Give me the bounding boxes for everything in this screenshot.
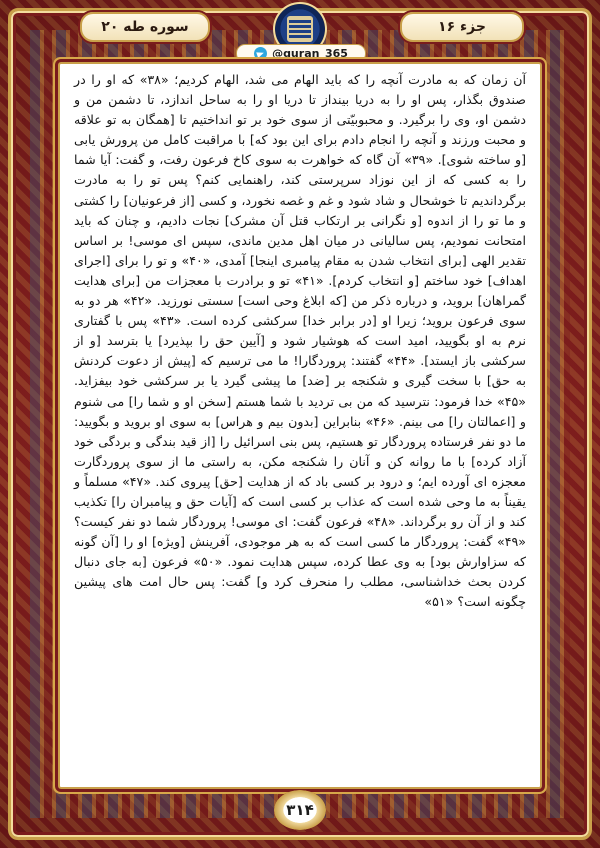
text-line: هستیم، پس بنی اسرائیل را [از قید بندگی و بردگی خود آزاد کرده] با [74, 433, 526, 469]
text-line: آن زمان که به مادرت آنچه را که باید الهام می شد، الهام کردیم؛ [174, 72, 526, 87]
text-line: کنم؟ پس تو را به مادرت برگرداندیم تا خوشحال و شاد شود و غم و [74, 172, 526, 208]
text-line: گفتاری نرم به او بگویید، امید است که هوشیار شود و [آیین حق را [74, 313, 526, 349]
text-line: غصه نخورد، و کسی [از فرعونیان] را کشتی و ما تو را از اندوه [و نگرانی [74, 192, 526, 228]
text-line: گفت: پروردگار ما کسی است که به هر موجودی، آفرینش [ویژه] [152, 534, 493, 550]
translation-paragraph [74, 70, 526, 613]
text-line: ذکر من [که ابلاغ وحی است] سستی نورزید. «۴۲» هر دو به سوی [74, 293, 526, 329]
telegram-icon [254, 47, 267, 60]
text-line: [و ساخته شوی]. «۳۹» آن گاه که خواهرت به سوی کاخ فرعون رفت، [159, 152, 526, 168]
text-line: «۳۸» که او را در صندوق بگذار، پس او را به دریا بینداز تا دریا او را [74, 72, 526, 108]
page-number: ۳۱۴ [274, 790, 326, 830]
text-line: از سوی خود بر تو انداختیم تا [همگان به تو علاقه و محبت ورزند و [74, 112, 526, 148]
text-line: نمودیم، پس سالیانی در میان اهل مدین ماندی، سپس ای موسی! بر [112, 232, 479, 248]
text-line: فرعون بروید؛ زیرا او [در برابر خدا] سرکشی کرده است. «۴۳» پس با [115, 313, 494, 329]
text-line: را] می شنوم و [اعمالتان را] می بینم. «۴۶» بنابراین [بدون بیم و [74, 393, 526, 429]
text-line: «۴۸» فرعون گفت: ای موسی! پروردگار شما دو نفر کیست؟ «۴۹» [74, 514, 526, 550]
text-line: منحرف کرد و] گفت: پس حال امت های پیشین چگونه است؟ «۵۱» [74, 574, 526, 610]
text-line: ما روانه کن و آنان را شکنجه مکن، به راستی ما از سوی پروردگارت [74, 453, 452, 469]
text-line: شکنجه بر [ضد] ما پیشی گیرد یا بر سرکشی خود بیفزاید. «۴۵» [74, 373, 526, 409]
text-line: و گفت: آیا شما را به کسی که از این نوزاد سرپرستی کند، راهنمایی [74, 152, 526, 188]
text-line: بپذیرد] یا بترسد [و از سرکشی باز ایستد]. «۴۴» گفتند: پروردگارا! ما [74, 333, 526, 369]
channel-handle[interactable]: @quran_365 [272, 47, 348, 60]
text-line: خدا فرمود: نترسید که من بی تردید با شما هستم [سخن او و شما [147, 393, 493, 409]
translation-text-panel [58, 62, 542, 789]
text-line: کند. «۴۷» مسلماً و یقیناً به ما وحی شده است که عذاب بر کسی [74, 473, 526, 509]
text-line: است که [آیات حق و پیامبران را] تکذیب کند و از آن رو برگرداند. [74, 493, 526, 530]
text-line: او را [آن گونه که سزاوارش بود] به وی عطا کرده، سپس هدایت [74, 534, 526, 570]
text-line: آنچه را انجام دادم برای این بود که] با مراقبت کامل من پرورش یابی [74, 132, 437, 148]
juz-label: جزء ۱۶ [400, 12, 524, 42]
page-header [0, 0, 600, 62]
text-line: اساس تقدیر الهی [برای انتخاب شدن به مقام پیامبری اینجا] آمدی، [74, 232, 526, 268]
text-line: معجزه ای آورده ایم؛ و درود بر کسی باد که از هدایت [حق] پیروی [180, 473, 526, 489]
text-line: «۴۰» و تو را برای [اجرای اهداف] خود ساختم [و انتخاب کردم]. «۴۱» [74, 252, 526, 288]
sura-label: سوره طه ۲۰ [80, 12, 210, 42]
text-line: نمود. «۵۰» فرعون [به جای دنبال کردن بحث خداشناسی، مطلب را [74, 554, 526, 590]
text-line: می ترسیم که [پیش از دعوت کردنش به حق] با سخت گیری و [74, 353, 526, 389]
channel-badge[interactable] [236, 44, 366, 63]
text-line: بر ارتکاب قتل آن مشرک] نجات دادیم، و چنان که باید امتحانت [74, 212, 526, 248]
page-footer [0, 790, 600, 840]
text-line: هراس] به سوی او بروید و بگویید: ما دو نفر فرستاده پروردگار تو [74, 413, 526, 449]
text-line: به ساحل اندازد، تا دشمن من و دشمن او، وی را برگیرد. و محبوبیّتی [74, 92, 526, 128]
logo-inner-pattern [287, 16, 313, 42]
text-line: تو و برادرت با معجزات من [برای هدایت گمراهان] بروید، و درباره [74, 272, 526, 309]
